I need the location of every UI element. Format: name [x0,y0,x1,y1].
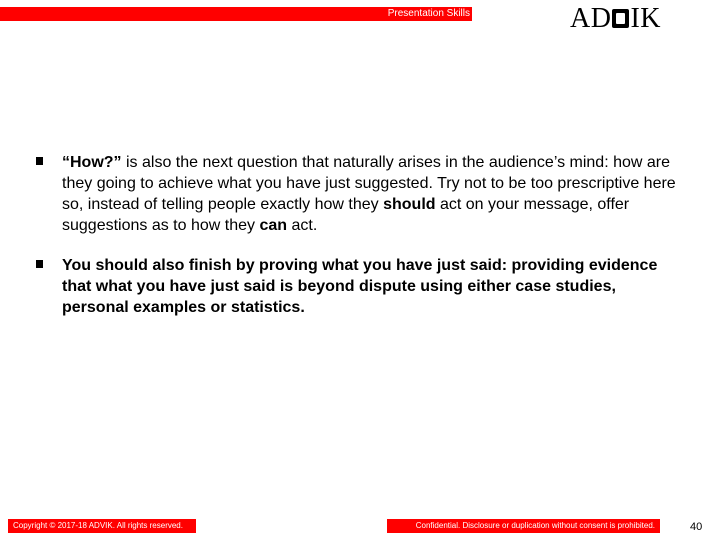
footer-confidential: Confidential. Disclosure or duplication without consent is prohibited. [387,519,660,533]
bullet-text-finish: You should also finish by proving what you have just said: providing evidence that what you have just said is beyond dispute using either case studies, personal examples or statistics. [62,257,658,316]
logo-text-prefix: AD [570,3,612,34]
footer-copyright: Copyright © 2017-18 ADVIK. All rights reserved. [8,519,196,533]
page-number: 40 [690,521,703,533]
bullet-text-how-emphasis: “How?” [62,154,122,171]
logo-text-suffix: IK [630,3,661,34]
presentation-title: Presentation Skills [387,8,470,19]
company-logo [570,2,661,36]
bullet-square-icon [36,157,43,165]
bullet-text-can: can [259,217,288,234]
header-bar [0,7,472,21]
bullet-item-finish [36,255,686,318]
logo-q-icon [612,9,629,28]
bullet-text-should: should [383,196,436,213]
bullet-text-how-part2: act on your message, offer suggestions as to how they [62,196,630,234]
bullet-text-how-part3: act. [287,217,318,234]
slide-content [36,152,686,318]
bullet-item-how [36,152,686,236]
bullet-text-how-part1: is also the next question that naturally arises in the audience’s mind: how are they going to achieve what you have just suggested. Try not to be too prescriptive here so, instead of telling people exactly how they [62,154,676,213]
bullet-square-icon [36,260,43,268]
